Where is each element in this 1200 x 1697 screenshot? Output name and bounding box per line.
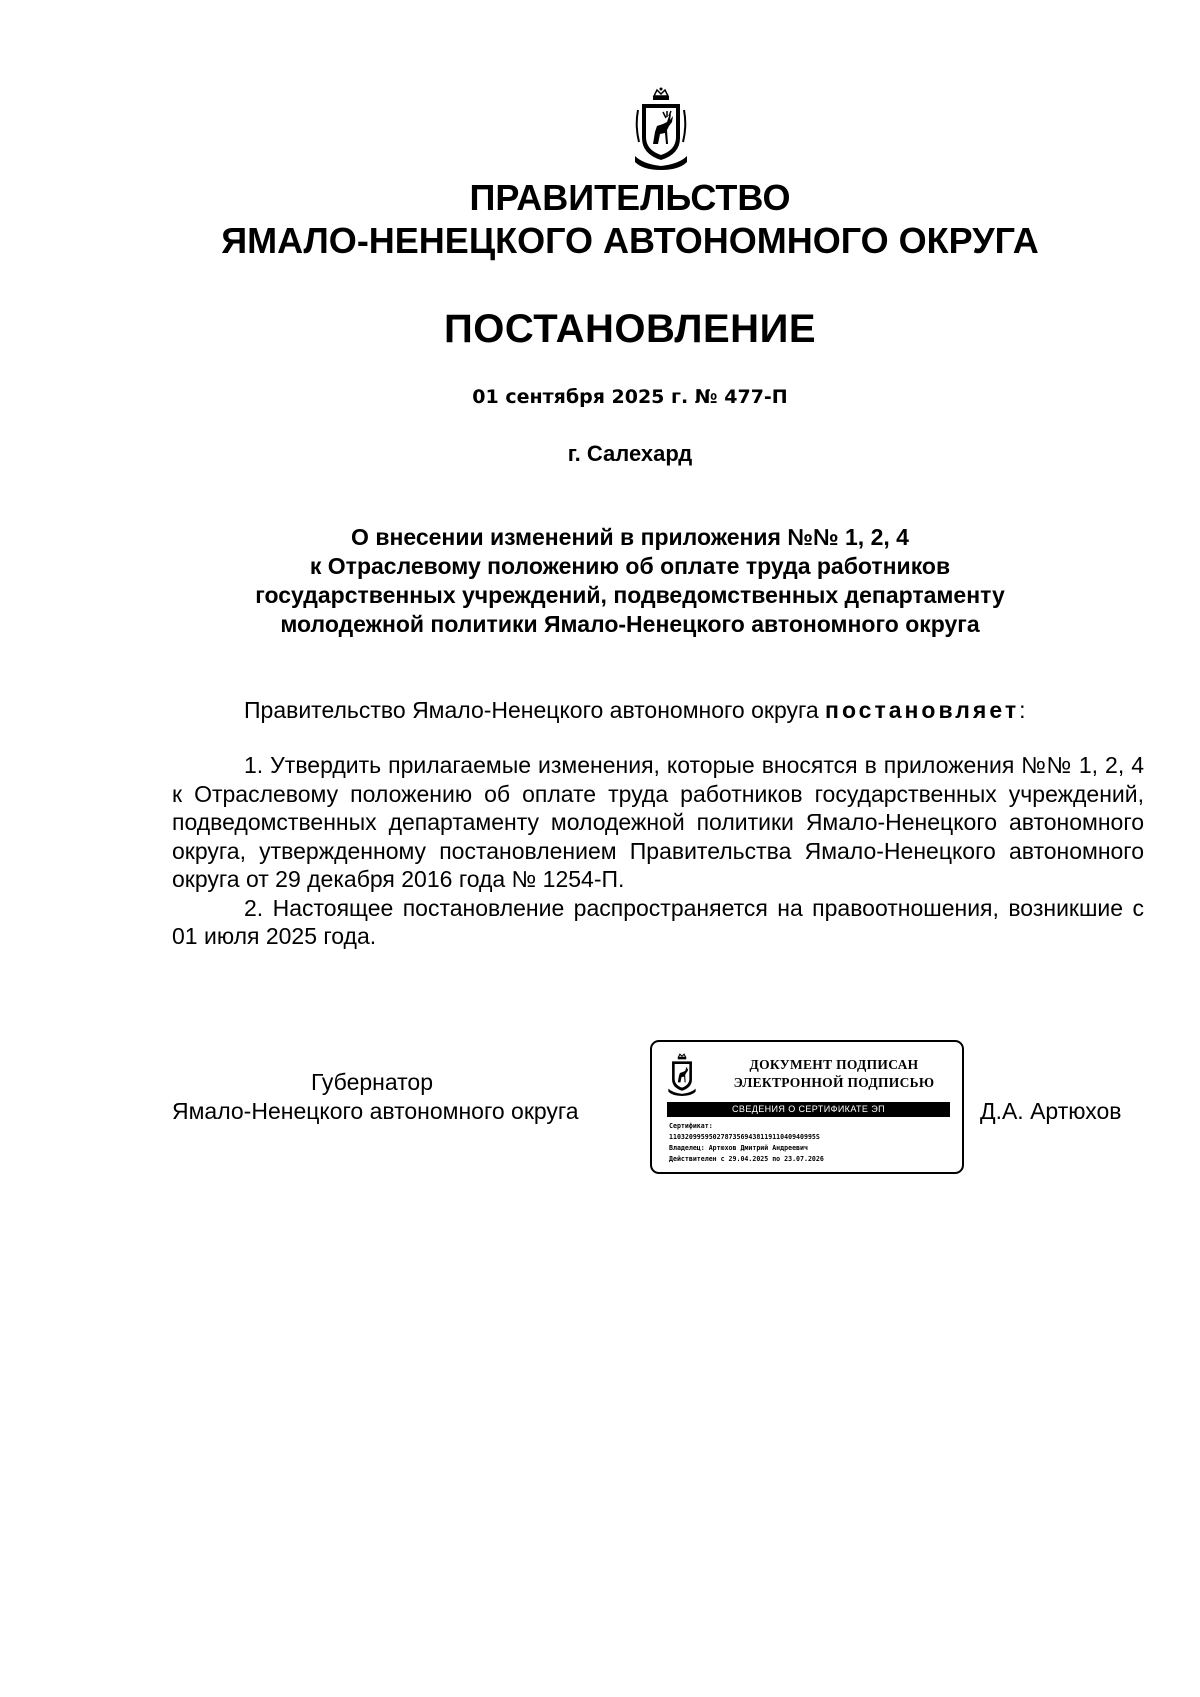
city: г. Салехард: [567, 441, 693, 466]
organization-title: [0, 176, 1200, 262]
subject-line-4: молодежной политики Ямало-Ненецкого автономного округа: [280, 611, 980, 637]
subject-line-2: к Отраслевому положению об оплате труда работников: [309, 553, 951, 579]
signer-position: [172, 1068, 632, 1126]
document-type: ПОСТАНОВЛЕНИЕ: [443, 307, 816, 351]
stamp-owner: Владелец: Артюхов Дмитрий Андреевич: [669, 1144, 808, 1152]
date-and-number: 01 сентября 2025 г. № 477-П: [472, 386, 788, 408]
preamble-keyword: постановляет: [825, 697, 1020, 723]
preamble: [172, 696, 1144, 725]
yanao-coat-of-arms-icon: [667, 1052, 697, 1096]
yanao-coat-of-arms-icon: [633, 86, 689, 170]
org-line-2: ЯМАЛО-НЕНЕЦКОГО АВТОНОМНОГО ОКРУГА: [221, 220, 1039, 261]
stamp-certificate-bar: СВЕДЕНИЯ О СЕРТИФИКАТЕ ЭП: [667, 1102, 950, 1117]
subject-line-3: государственных учреждений, подведомственных департаменту: [255, 582, 1005, 608]
stamp-certificate-info: [669, 1121, 954, 1165]
electronic-signature-stamp: [650, 1040, 964, 1174]
preamble-text: Правительство Ямало-Ненецкого автономного округа: [244, 697, 826, 723]
stamp-valid: Действителен с 29.04.2025 по 23.07.2026: [669, 1155, 824, 1163]
stamp-cert-number: 1103209959502787356943811911040940995S: [669, 1133, 820, 1141]
stamp-cert-label: Сертификат:: [669, 1122, 713, 1130]
resolution-items: [172, 751, 1144, 951]
stamp-title-line-1: ДОКУМЕНТ ПОДПИСАН: [749, 1057, 919, 1072]
resolution-item-2: 2. Настоящее постановление распространяется на правоотношения, возникшие с 01 июля 2025 года.: [172, 894, 1144, 949]
signer-name: Д.А. Артюхов: [980, 1098, 1122, 1124]
resolution-item-1: 1. Утвердить прилагаемые изменения, которые вносятся в приложения №№ 1, 2, 4 к Отраслевому положению об оплате труда работников государственных учреждений, подведомственных департаменту молодежной политики Ямало-Ненецкого автономного округа, утвержденному постановлением Правительства Ямало-Ненецкого автономного округа от 29 декабря 2016 года № 1254-П.: [172, 752, 1144, 892]
stamp-title: [710, 1056, 958, 1092]
subject-line-1: О внесении изменений в приложения №№ 1, 2, 4: [351, 524, 909, 550]
signer-position-line-2: Ямало-Ненецкого автономного округа: [172, 1098, 579, 1124]
document-subject: [0, 523, 1200, 639]
org-line-1: ПРАВИТЕЛЬСТВО: [469, 177, 791, 218]
stamp-title-line-2: ЭЛЕКТРОННОЙ ПОДПИСЬЮ: [733, 1075, 935, 1090]
signer-position-line-1: Губернатор: [310, 1069, 434, 1095]
preamble-end: :: [1019, 697, 1026, 723]
